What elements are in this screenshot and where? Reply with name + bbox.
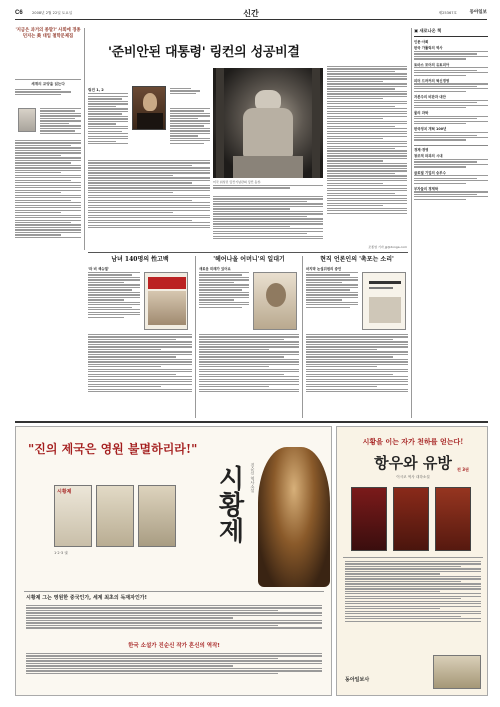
page-date: 2008년 2월 22일 토요일 (32, 10, 73, 15)
sidebar-item: 글로벌 기업의 승부수 (414, 171, 488, 184)
sidebar-item: 물의 과학 (414, 111, 488, 124)
book-cover-caption (170, 88, 200, 104)
lincoln-memorial-photo (213, 68, 323, 178)
ad-left-author: 진순신 역사소설 (250, 463, 256, 493)
page-number: C6 (15, 10, 23, 16)
sidebar-section-label-2: 경제·경영 (414, 145, 488, 153)
sidebar-item: 한국정치 개혁 100년 (414, 127, 488, 140)
ad-right-set-box (433, 655, 481, 689)
left-article-label: 세계의 교양을 읽는다 (31, 82, 65, 86)
photo-caption: 미국 워싱턴 링컨기념관의 링컨 동상. (213, 180, 262, 184)
main-headline: '준비안된 대통령' 링컨의 성공비결 (108, 45, 300, 60)
mid-article-3-title: 현직 언론인의 '촉포는 소리' (320, 256, 394, 263)
left-feature-box (15, 28, 81, 78)
ad-shihuangdi (15, 426, 332, 696)
book-article-body-1 (88, 96, 128, 156)
sidebar-item: 피터 드러커의 혁신경영 (414, 79, 488, 92)
ad-left-volume-label: 1·2·3 권 (54, 551, 68, 555)
main-article-body-bottom (213, 196, 323, 248)
ad-right-book-3 (435, 487, 471, 551)
left-feature-title: '지금은 과거의 종말?' 사회에 경종 던지는 美 대입 철학문제집 (15, 28, 81, 39)
ad-left-book-1 (54, 485, 92, 547)
ad-right-book-1 (351, 487, 387, 551)
square-icon: ▣ (414, 28, 418, 33)
paper-name: 동아일보 (469, 9, 487, 15)
mid-article-2 (199, 256, 299, 416)
ad-left-book-2 (96, 485, 134, 547)
mid-article-2-sub: 새로운 미래가 있어요 (199, 267, 231, 272)
mid-article-3 (306, 256, 408, 416)
page-header (15, 8, 487, 20)
ad-left-slogan: "진의 제국은 영원 불멸하리라!" (28, 442, 198, 456)
ad-right-author: 이시코 역사 대하소설 (396, 475, 430, 479)
ad-right-big-title: 항우와 유방 (374, 454, 452, 472)
sidebar-item: 자본주의 비판과 대안 (414, 95, 488, 108)
left-article-body (40, 108, 81, 138)
issue-number: 제25367호 (438, 10, 457, 15)
sidebar-item: 한국 가톨릭의 역사 (414, 46, 488, 59)
ad-left-body-sub: 한국 소설가 진순신 작가 혼신의 역작! (128, 643, 220, 649)
ad-left-book-3 (138, 485, 176, 547)
sidebar (414, 28, 488, 418)
mid-article-3-sub: 마지막 논설위원의 증언 (306, 267, 342, 272)
ad-left-body-lead: 시황제 그는 영원한 중국인가, 세계 최초의 독재자인가! (26, 595, 147, 601)
mid-article-1-cover (144, 272, 188, 330)
book-article-body-2 (88, 160, 210, 240)
sidebar-item: 토마스 모어의 유토피아 (414, 63, 488, 76)
mid-article-1-title: 남녀 140명의 性고백 (111, 256, 169, 263)
main-article-body-right (327, 66, 407, 246)
ad-right-book-2 (393, 487, 429, 551)
mid-article-2-title: '헤어나올 어머니'의 일대기 (213, 256, 285, 263)
ad-left-book-label: 시황제 (57, 489, 72, 495)
left-article-body-2 (15, 140, 81, 248)
sidebar-item: 부자들의 경제학 (414, 187, 488, 200)
mid-article-1 (88, 256, 192, 416)
ad-right-publisher: 동아일보사 (345, 677, 370, 683)
ad-left-big-title: 시황제 (214, 465, 244, 543)
mid-article-3-cover (362, 272, 406, 330)
section-title: 신간 (243, 7, 259, 18)
mid-article-2-cover (253, 272, 297, 330)
ad-right-top-slogan: 시황을 이는 자가 천하를 얻는다! (362, 437, 464, 446)
book-article-body-3 (170, 108, 210, 158)
book-label: 링컨 1, 2 (88, 88, 104, 92)
ad-right-volume-label: 전 3권 (457, 467, 469, 472)
sidebar-section-label: 인문·사회 (414, 39, 429, 44)
left-book-cover (18, 108, 36, 132)
ad-left-emperor-figure (258, 447, 330, 587)
sidebar-title: ▣ 새로나온 책 (414, 28, 488, 37)
book-cover-lincoln (132, 86, 166, 130)
main-byline: 조종엽 기자 jjj@donga.com (368, 245, 407, 249)
ad-hangwu-liubang (336, 426, 488, 696)
mid-article-1-sub: '라 비 섹슈엘' (88, 267, 109, 272)
sidebar-item: 창조적 파괴의 시대 (414, 154, 488, 167)
